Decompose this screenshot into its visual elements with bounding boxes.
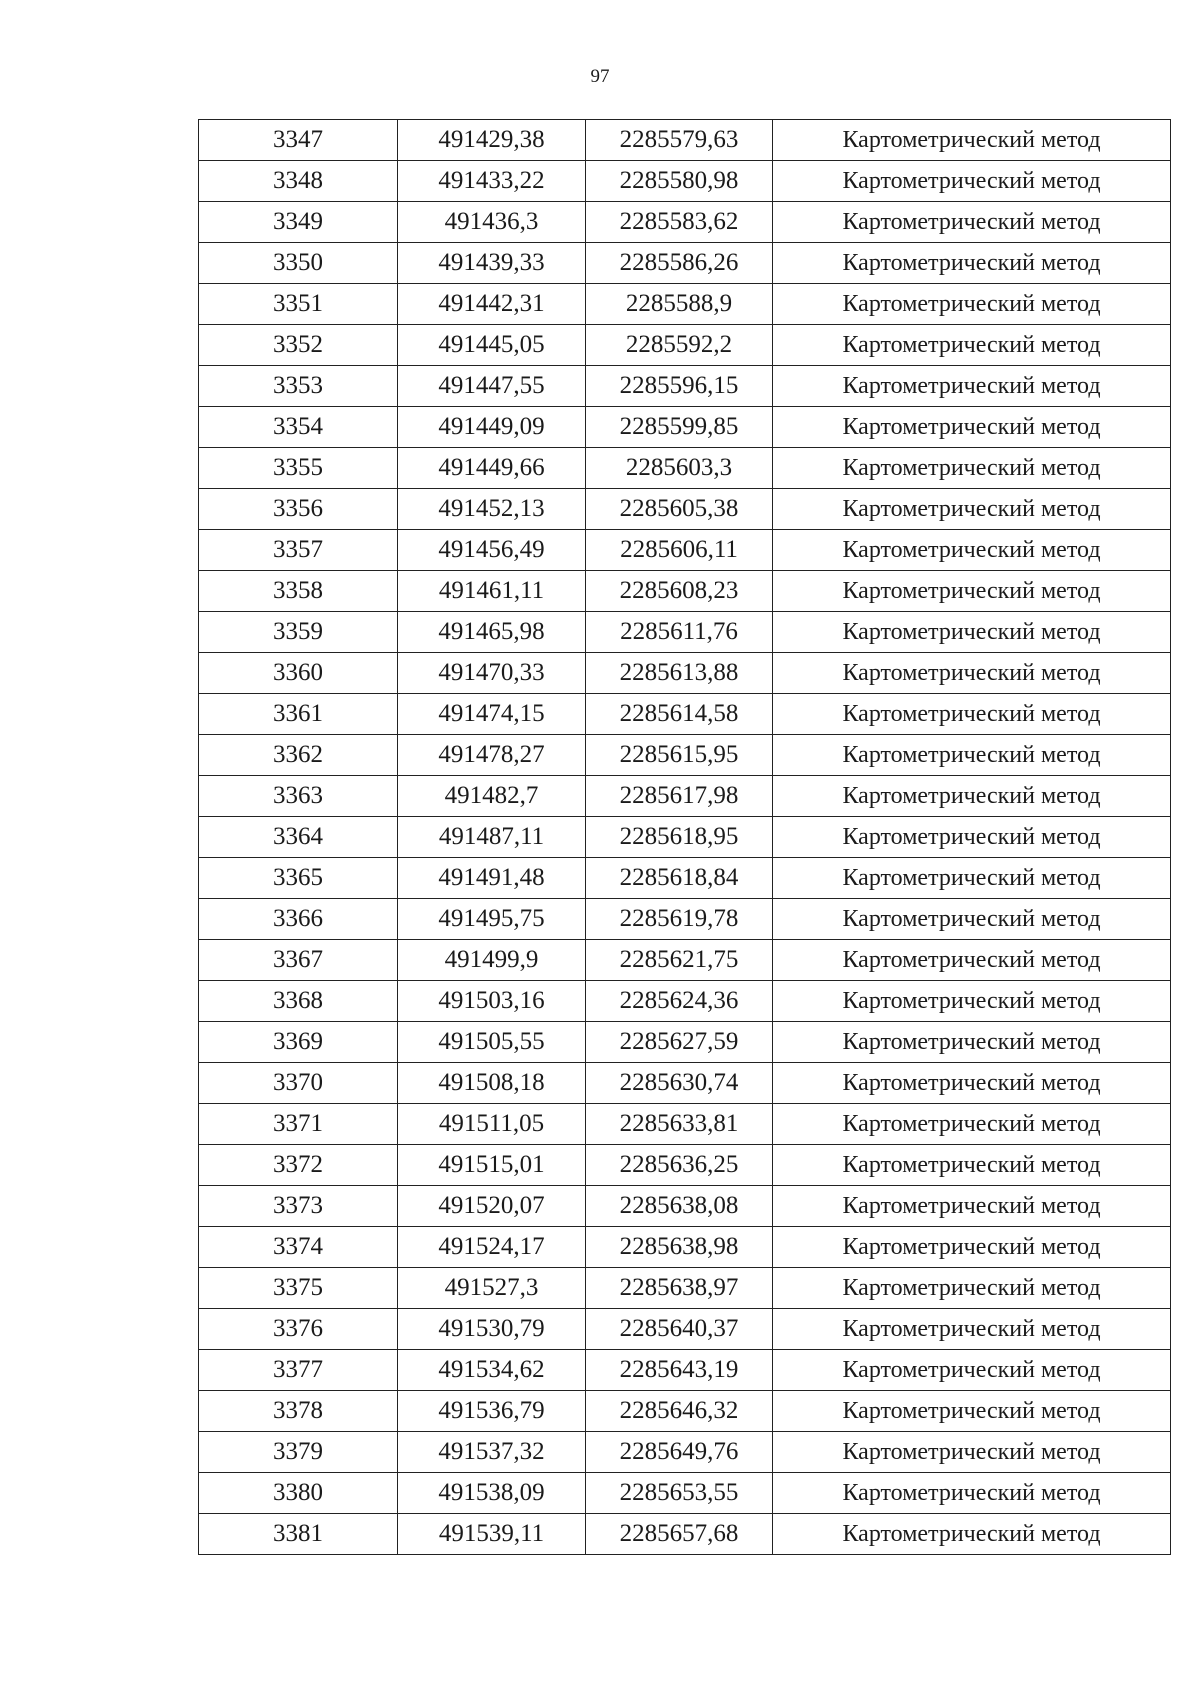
x-coordinate-cell: 491524,17 (398, 1227, 586, 1268)
x-coordinate-cell: 491538,09 (398, 1473, 586, 1514)
y-coordinate-cell: 2285617,98 (586, 776, 773, 817)
point-number-cell: 3360 (199, 653, 398, 694)
method-cell: Картометрический метод (773, 243, 1171, 284)
table-row (199, 120, 1171, 161)
x-coordinate-cell: 491449,09 (398, 407, 586, 448)
x-coordinate-cell: 491465,98 (398, 612, 586, 653)
point-number-cell: 3372 (199, 1145, 398, 1186)
method-cell: Картометрический метод (773, 448, 1171, 489)
point-number-cell: 3377 (199, 1350, 398, 1391)
method-cell: Картометрический метод (773, 1022, 1171, 1063)
table-row (199, 243, 1171, 284)
method-cell: Картометрический метод (773, 694, 1171, 735)
table-row (199, 161, 1171, 202)
point-number-cell: 3374 (199, 1227, 398, 1268)
table-row (199, 1186, 1171, 1227)
x-coordinate-cell: 491511,05 (398, 1104, 586, 1145)
point-number-cell: 3369 (199, 1022, 398, 1063)
x-coordinate-cell: 491505,55 (398, 1022, 586, 1063)
x-coordinate-cell: 491534,62 (398, 1350, 586, 1391)
x-coordinate-cell: 491530,79 (398, 1309, 586, 1350)
table-row (199, 407, 1171, 448)
point-number-cell: 3373 (199, 1186, 398, 1227)
y-coordinate-cell: 2285618,95 (586, 817, 773, 858)
y-coordinate-cell: 2285621,75 (586, 940, 773, 981)
table-row (199, 776, 1171, 817)
method-cell: Картометрический метод (773, 366, 1171, 407)
method-cell: Картометрический метод (773, 653, 1171, 694)
table-row (199, 694, 1171, 735)
method-cell: Картометрический метод (773, 1104, 1171, 1145)
method-cell: Картометрический метод (773, 735, 1171, 776)
y-coordinate-cell: 2285633,81 (586, 1104, 773, 1145)
x-coordinate-cell: 491470,33 (398, 653, 586, 694)
x-coordinate-cell: 491436,3 (398, 202, 586, 243)
method-cell: Картометрический метод (773, 1186, 1171, 1227)
x-coordinate-cell: 491515,01 (398, 1145, 586, 1186)
x-coordinate-cell: 491539,11 (398, 1514, 586, 1555)
y-coordinate-cell: 2285583,62 (586, 202, 773, 243)
point-number-cell: 3351 (199, 284, 398, 325)
table-row (199, 1432, 1171, 1473)
point-number-cell: 3376 (199, 1309, 398, 1350)
y-coordinate-cell: 2285636,25 (586, 1145, 773, 1186)
y-coordinate-cell: 2285638,98 (586, 1227, 773, 1268)
method-cell: Картометрический метод (773, 1350, 1171, 1391)
point-number-cell: 3357 (199, 530, 398, 571)
table-row (199, 325, 1171, 366)
table-row (199, 571, 1171, 612)
x-coordinate-cell: 491447,55 (398, 366, 586, 407)
table-row (199, 817, 1171, 858)
y-coordinate-cell: 2285579,63 (586, 120, 773, 161)
table-row (199, 1104, 1171, 1145)
coordinates-table-body (199, 120, 1171, 1555)
table-row (199, 448, 1171, 489)
table-row (199, 1022, 1171, 1063)
page-number: 97 (590, 66, 610, 87)
method-cell: Картометрический метод (773, 325, 1171, 366)
x-coordinate-cell: 491499,9 (398, 940, 586, 981)
method-cell: Картометрический метод (773, 1145, 1171, 1186)
y-coordinate-cell: 2285619,78 (586, 899, 773, 940)
y-coordinate-cell: 2285592,2 (586, 325, 773, 366)
y-coordinate-cell: 2285653,55 (586, 1473, 773, 1514)
table-row (199, 1391, 1171, 1432)
point-number-cell: 3361 (199, 694, 398, 735)
table-row (199, 653, 1171, 694)
point-number-cell: 3379 (199, 1432, 398, 1473)
x-coordinate-cell: 491474,15 (398, 694, 586, 735)
method-cell: Картометрический метод (773, 817, 1171, 858)
method-cell: Картометрический метод (773, 1227, 1171, 1268)
point-number-cell: 3347 (199, 120, 398, 161)
y-coordinate-cell: 2285603,3 (586, 448, 773, 489)
table-row (199, 1514, 1171, 1555)
x-coordinate-cell: 491439,33 (398, 243, 586, 284)
point-number-cell: 3353 (199, 366, 398, 407)
y-coordinate-cell: 2285640,37 (586, 1309, 773, 1350)
table-row (199, 530, 1171, 571)
table-row (199, 1227, 1171, 1268)
point-number-cell: 3378 (199, 1391, 398, 1432)
point-number-cell: 3366 (199, 899, 398, 940)
method-cell: Картометрический метод (773, 1309, 1171, 1350)
method-cell: Картометрический метод (773, 407, 1171, 448)
method-cell: Картометрический метод (773, 981, 1171, 1022)
y-coordinate-cell: 2285624,36 (586, 981, 773, 1022)
table-row (199, 202, 1171, 243)
point-number-cell: 3363 (199, 776, 398, 817)
method-cell: Картометрический метод (773, 120, 1171, 161)
method-cell: Картометрический метод (773, 1432, 1171, 1473)
point-number-cell: 3381 (199, 1514, 398, 1555)
table-row (199, 284, 1171, 325)
point-number-cell: 3352 (199, 325, 398, 366)
y-coordinate-cell: 2285630,74 (586, 1063, 773, 1104)
x-coordinate-cell: 491487,11 (398, 817, 586, 858)
method-cell: Картометрический метод (773, 1063, 1171, 1104)
method-cell: Картометрический метод (773, 202, 1171, 243)
table-row (199, 612, 1171, 653)
method-cell: Картометрический метод (773, 161, 1171, 202)
table-row (199, 1309, 1171, 1350)
y-coordinate-cell: 2285608,23 (586, 571, 773, 612)
point-number-cell: 3348 (199, 161, 398, 202)
point-number-cell: 3359 (199, 612, 398, 653)
y-coordinate-cell: 2285627,59 (586, 1022, 773, 1063)
method-cell: Картометрический метод (773, 776, 1171, 817)
method-cell: Картометрический метод (773, 284, 1171, 325)
table-row (199, 1268, 1171, 1309)
table-row (199, 858, 1171, 899)
y-coordinate-cell: 2285611,76 (586, 612, 773, 653)
x-coordinate-cell: 491478,27 (398, 735, 586, 776)
table-row (199, 1145, 1171, 1186)
point-number-cell: 3349 (199, 202, 398, 243)
y-coordinate-cell: 2285638,08 (586, 1186, 773, 1227)
point-number-cell: 3380 (199, 1473, 398, 1514)
x-coordinate-cell: 491449,66 (398, 448, 586, 489)
x-coordinate-cell: 491445,05 (398, 325, 586, 366)
table-row (199, 940, 1171, 981)
y-coordinate-cell: 2285588,9 (586, 284, 773, 325)
point-number-cell: 3354 (199, 407, 398, 448)
x-coordinate-cell: 491491,48 (398, 858, 586, 899)
point-number-cell: 3367 (199, 940, 398, 981)
y-coordinate-cell: 2285606,11 (586, 530, 773, 571)
x-coordinate-cell: 491508,18 (398, 1063, 586, 1104)
x-coordinate-cell: 491527,3 (398, 1268, 586, 1309)
method-cell: Картометрический метод (773, 1473, 1171, 1514)
method-cell: Картометрический метод (773, 530, 1171, 571)
point-number-cell: 3365 (199, 858, 398, 899)
y-coordinate-cell: 2285613,88 (586, 653, 773, 694)
y-coordinate-cell: 2285586,26 (586, 243, 773, 284)
table-row (199, 899, 1171, 940)
coordinates-table (198, 119, 1171, 1555)
method-cell: Картометрический метод (773, 612, 1171, 653)
x-coordinate-cell: 491456,49 (398, 530, 586, 571)
method-cell: Картометрический метод (773, 899, 1171, 940)
x-coordinate-cell: 491482,7 (398, 776, 586, 817)
point-number-cell: 3375 (199, 1268, 398, 1309)
point-number-cell: 3368 (199, 981, 398, 1022)
method-cell: Картометрический метод (773, 489, 1171, 530)
method-cell: Картометрический метод (773, 1268, 1171, 1309)
y-coordinate-cell: 2285646,32 (586, 1391, 773, 1432)
table-row (199, 981, 1171, 1022)
x-coordinate-cell: 491442,31 (398, 284, 586, 325)
point-number-cell: 3356 (199, 489, 398, 530)
x-coordinate-cell: 491536,79 (398, 1391, 586, 1432)
table-row (199, 1063, 1171, 1104)
x-coordinate-cell: 491520,07 (398, 1186, 586, 1227)
method-cell: Картометрический метод (773, 1391, 1171, 1432)
x-coordinate-cell: 491452,13 (398, 489, 586, 530)
x-coordinate-cell: 491495,75 (398, 899, 586, 940)
table-row (199, 735, 1171, 776)
x-coordinate-cell: 491429,38 (398, 120, 586, 161)
x-coordinate-cell: 491461,11 (398, 571, 586, 612)
y-coordinate-cell: 2285614,58 (586, 694, 773, 735)
point-number-cell: 3350 (199, 243, 398, 284)
y-coordinate-cell: 2285599,85 (586, 407, 773, 448)
y-coordinate-cell: 2285618,84 (586, 858, 773, 899)
table-row (199, 1473, 1171, 1514)
x-coordinate-cell: 491503,16 (398, 981, 586, 1022)
y-coordinate-cell: 2285643,19 (586, 1350, 773, 1391)
table-row (199, 1350, 1171, 1391)
y-coordinate-cell: 2285580,98 (586, 161, 773, 202)
method-cell: Картометрический метод (773, 571, 1171, 612)
table-row (199, 489, 1171, 530)
x-coordinate-cell: 491433,22 (398, 161, 586, 202)
method-cell: Картометрический метод (773, 858, 1171, 899)
y-coordinate-cell: 2285657,68 (586, 1514, 773, 1555)
y-coordinate-cell: 2285596,15 (586, 366, 773, 407)
y-coordinate-cell: 2285649,76 (586, 1432, 773, 1473)
point-number-cell: 3364 (199, 817, 398, 858)
point-number-cell: 3371 (199, 1104, 398, 1145)
point-number-cell: 3358 (199, 571, 398, 612)
point-number-cell: 3362 (199, 735, 398, 776)
y-coordinate-cell: 2285605,38 (586, 489, 773, 530)
method-cell: Картометрический метод (773, 940, 1171, 981)
point-number-cell: 3370 (199, 1063, 398, 1104)
x-coordinate-cell: 491537,32 (398, 1432, 586, 1473)
method-cell: Картометрический метод (773, 1514, 1171, 1555)
y-coordinate-cell: 2285638,97 (586, 1268, 773, 1309)
y-coordinate-cell: 2285615,95 (586, 735, 773, 776)
table-row (199, 366, 1171, 407)
point-number-cell: 3355 (199, 448, 398, 489)
